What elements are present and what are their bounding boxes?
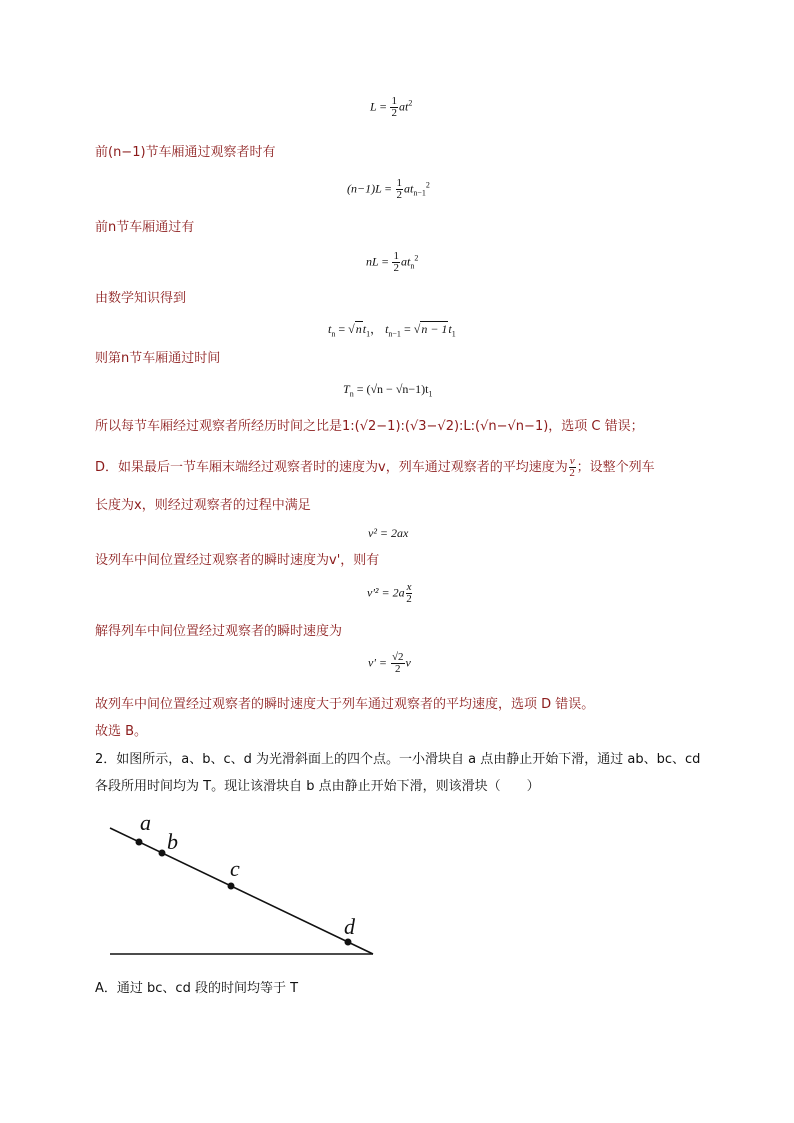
eq3-rhs: at	[400, 254, 411, 269]
eq1-lhs: L	[370, 99, 377, 114]
text-line-2: 前n节车厢通过有	[95, 220, 195, 235]
eq4-t1b: t	[448, 322, 452, 336]
eq7-den: 2	[406, 593, 412, 605]
text-line-7: 长度为x，则经过观察者的过程中满足	[95, 498, 311, 513]
equation-2	[347, 178, 430, 201]
eq5-body: (√n − √n−1)t	[366, 382, 429, 396]
eq1-fraction	[390, 96, 398, 119]
eq4-t1b-sub: 1	[451, 329, 456, 339]
point-b	[159, 850, 166, 857]
text-line-1: 前(n−1)节车厢通过观察者时有	[95, 145, 276, 160]
text-line-9: 解得列车中间位置经过观察者的瞬时速度为	[95, 624, 343, 639]
eq2-num: 1	[396, 177, 403, 189]
eq5-lhs: T	[343, 382, 350, 396]
eq1-den: 2	[391, 107, 397, 119]
eq5-eq: =	[353, 382, 367, 396]
eq3-num: 1	[393, 250, 399, 262]
eq4-tb: t	[385, 322, 389, 336]
eq8-den: 2	[395, 663, 401, 675]
eq8-num: √2	[392, 651, 404, 663]
eq4-rad-a: n	[355, 322, 362, 336]
text-line-11: 故选 B。	[95, 724, 148, 739]
eq1-eq: =	[376, 99, 390, 114]
eq4-tb-sub: n−1	[388, 329, 401, 339]
eq4-rad-b: n − 1	[421, 322, 448, 336]
eq2-sub: n−1	[413, 188, 426, 198]
text-line-8: 设列车中间位置经过观察者的瞬时速度为v'，则有	[95, 553, 380, 568]
eq3-sub: n	[410, 261, 415, 271]
eq4-eq-b: =	[400, 322, 414, 336]
text-line-4: 则第n节车厢通过时间	[95, 351, 221, 366]
question-2-line-1: 2．如图所示，a、b、c、d 为光滑斜面上的四个点。一小滑块自 a 点由静止开始下滑，通过 ab、bc、cd	[95, 752, 701, 767]
incline-figure	[100, 810, 390, 965]
label-d: d	[344, 914, 355, 939]
eq3-fraction	[392, 251, 400, 274]
eq4-eq-a: =	[335, 322, 349, 336]
line6-part-b: ；设整个列车	[576, 460, 655, 475]
text-line-5: 所以每节车厢经过观察者所经历时间之比是1:(√2−1):(√3−√2):L:(√n−√n−1)，选项 C 错误；	[95, 419, 644, 434]
eq2-rhs: at	[404, 181, 414, 196]
point-a	[136, 839, 143, 846]
eq8-rhs: v	[405, 655, 411, 670]
line6-fraction	[569, 456, 576, 479]
eq3-lhs: nL	[366, 254, 379, 269]
eq2-lhs: (n−1)L	[347, 181, 382, 196]
label-c: c	[230, 856, 240, 881]
eq1-rhs: at	[398, 99, 409, 114]
question-2-line-2: 各段所用时间均为 T。现让该滑块自 b 点由静止开始下滑，则该滑块（ ）	[95, 779, 540, 794]
eq4-t1: t	[362, 322, 367, 336]
line6-part-a: D．如果最后一节车厢末端经过观察者时的速度为v，列车通过观察者的平均速度为	[95, 460, 568, 475]
eq8-lhs: v' =	[368, 655, 390, 670]
line6-frac-den: 2	[569, 467, 575, 479]
point-c	[228, 883, 235, 890]
eq2-sup: 2	[425, 180, 430, 190]
equation-6: v² = 2ax	[368, 526, 409, 540]
incline-line	[110, 828, 373, 954]
eq1-num: 1	[391, 95, 397, 107]
eq5-sub2: 1	[428, 389, 433, 399]
equation-7	[367, 582, 413, 605]
eq5-sub: n	[349, 389, 354, 399]
eq2-fraction	[396, 178, 404, 201]
eq3-den: 2	[393, 262, 399, 274]
equation-1	[370, 96, 412, 119]
eq3-eq: =	[378, 254, 392, 269]
equation-5	[343, 382, 433, 398]
eq7-fraction	[406, 582, 413, 605]
eq8-fraction	[391, 652, 405, 675]
eq2-eq: =	[381, 181, 395, 196]
line6-frac-num: v	[569, 455, 575, 467]
eq7-num: x	[406, 581, 412, 593]
text-line-10: 故列车中间位置经过观察者的瞬时速度大于列车通过观察者的平均速度，选项 D 错误。	[95, 697, 595, 712]
eq7-lhs: v'² = 2a	[367, 585, 405, 600]
eq2-den: 2	[396, 189, 403, 201]
text-line-6	[95, 456, 655, 479]
equation-3	[366, 251, 418, 274]
eq1-sup: 2	[408, 98, 413, 108]
label-b: b	[167, 829, 178, 854]
eq4-ta-sub: n	[331, 329, 336, 339]
text-line-3: 由数学知识得到	[95, 291, 187, 306]
eq4-t1-sub: 1	[366, 329, 371, 339]
equation-4: $t_n = √nt_1$， $t_{n-1} = √n - 1t_1$	[328, 322, 456, 339]
equation-8	[368, 652, 411, 675]
label-a: a	[140, 810, 151, 835]
eq3-sup: 2	[414, 253, 419, 263]
eq4-ta: t	[328, 322, 332, 336]
eq4-sep: ，	[370, 322, 383, 336]
option-a: A．通过 bc、cd 段的时间均等于 T	[95, 981, 299, 996]
point-d	[345, 939, 352, 946]
